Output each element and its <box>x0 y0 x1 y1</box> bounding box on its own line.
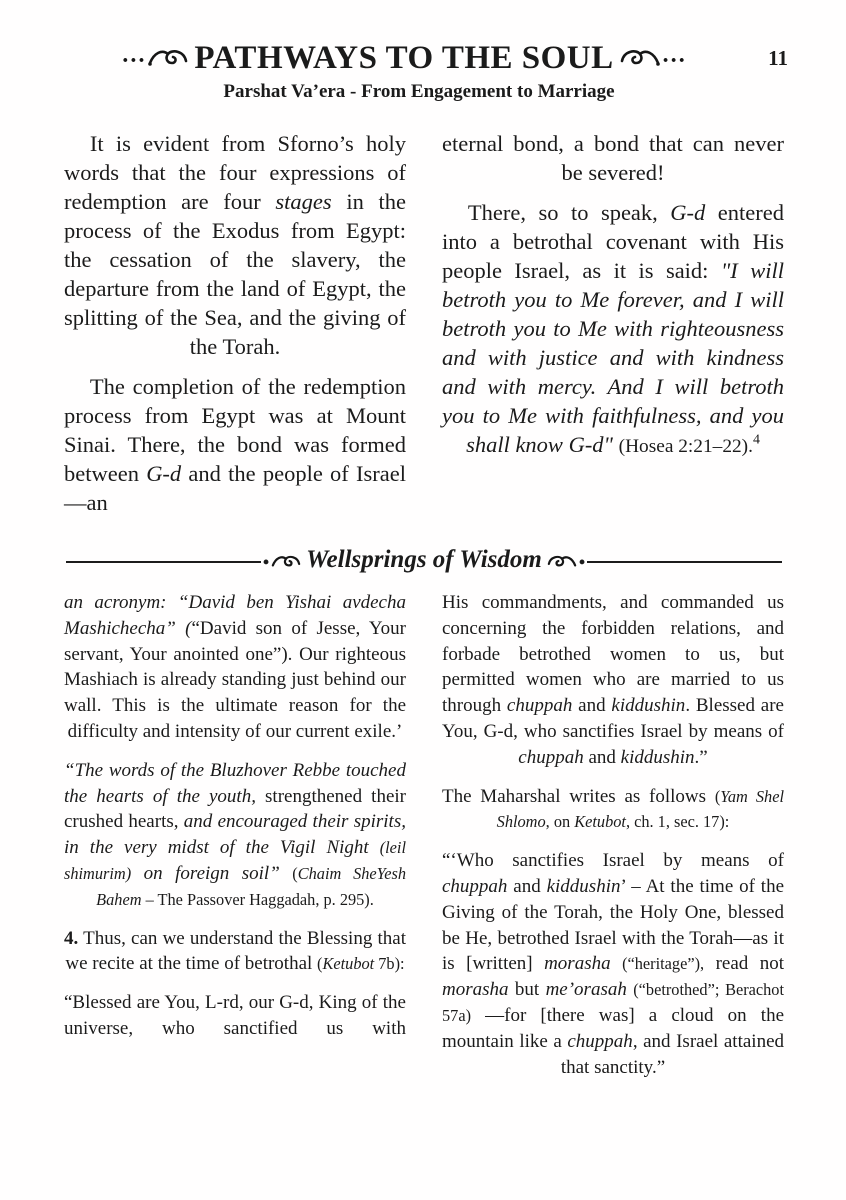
paragraph: “Blessed are You, L-rd, our G-d, King of the universe, who sanctified us with <box>64 992 406 1039</box>
title-row <box>64 40 788 77</box>
main-text <box>64 129 784 528</box>
divider-dot-right: • <box>578 552 586 572</box>
paragraph: The Maharshal writes as follows (Yam Shel Shlomo, on Ketubot, ch. 1, sec. 17): <box>442 785 784 832</box>
book-title: PATHWAYS TO THE SOUL <box>194 40 614 76</box>
paragraph: eternal bond, a bond that can never be severed! <box>442 131 784 185</box>
paragraph: His commandments, and commanded us concerning the forbidden relations, and forbade betrothed women to us, but permitted women who are married to us through chuppah and kiddushin. Blessed are You, G-d, who sanctifies Israel by means of chuppah and kiddushin.” <box>442 592 784 768</box>
divider-rule-right <box>587 561 782 563</box>
paragraph: 4. Thus, can we understand the Blessing that we recite at the time of betrothal (Ketubot 7b): <box>64 927 406 975</box>
ornament-dots-left: … <box>121 41 147 68</box>
ornament-dots-right: … <box>661 41 687 68</box>
footnote-right-column <box>442 590 784 1093</box>
divider-rule-left <box>66 561 261 563</box>
footnote-left-column <box>64 590 406 1093</box>
page-number: 11 <box>768 45 788 70</box>
scroll-flourish-icon <box>148 46 188 72</box>
scroll-flourish-icon <box>620 46 660 72</box>
chapter-subtitle: Parshat Va’era - From Engagement to Marriage <box>223 81 615 102</box>
footnotes-section <box>64 590 784 1093</box>
paragraph: an acronym: “David ben Yishai avdecha Mashichecha” (“David son of Jesse, Your servant, Your anointed one”). Our righteous Mashiach is already standing just behind our wall. This is the ultimate reason for the difficulty and intensity of our current exile.’ <box>64 592 407 742</box>
main-right-column <box>442 129 784 528</box>
scroll-flourish-icon <box>271 553 301 572</box>
paragraph: “‘Who sanctifies Israel by means of chuppah and kiddushin’ – At the time of the Giving of the Torah, the Holy One, blessed be He, betrothed Israel with the Torah—as it is [written] morasha (“heritage”), read not morasha but me’orasah (“betrothed”; Berachot 57a) —for [there was] a cloud on the mountain like a chuppah, and Israel attained that sanctity.” <box>442 850 785 1078</box>
paragraph: There, so to speak, G-d entered into a betrothal covenant with His people Israel, as it is said: "I will betroth you to Me forever, and I will betroth you to Me with righteousness and with justice and with kindness and with mercy. And I will betroth you to Me with faithfulness, and you shall know G-d" (Hosea 2:21–22).$^4$ <box>442 200 784 457</box>
scroll-flourish-icon <box>547 553 577 572</box>
paragraph: “The words of the Bluzhover Rebbe touched the hearts of the youth, strengthened their crushed hearts, and encouraged their spirits, in the very midst of the Vigil Night (leil shimurim) on foreign soil” (Chaim SheYesh Bahem – The Passover Haggadah, p. 295). <box>64 759 407 909</box>
header-ornament-right <box>620 41 687 72</box>
divider-dot-left: • <box>262 552 270 572</box>
paragraph: It is evident from Sforno’s holy words that the four expressions of redemption are four stages in the process of the Exodus from Egypt: the cessation of the slavery, the departure from the land of Egypt, the splitting of the Sea, and the giving of the Torah. <box>64 131 406 359</box>
paragraph: The completion of the redemption process from Egypt was at Mount Sinai. There, the bond was formed between G-d and the people of Israel—an <box>64 374 406 515</box>
divider-title: Wellsprings of Wisdom <box>306 546 542 573</box>
page-header <box>64 40 788 103</box>
header-ornament-left <box>121 41 188 72</box>
footnote-divider <box>66 548 782 576</box>
main-left-column <box>64 129 406 528</box>
